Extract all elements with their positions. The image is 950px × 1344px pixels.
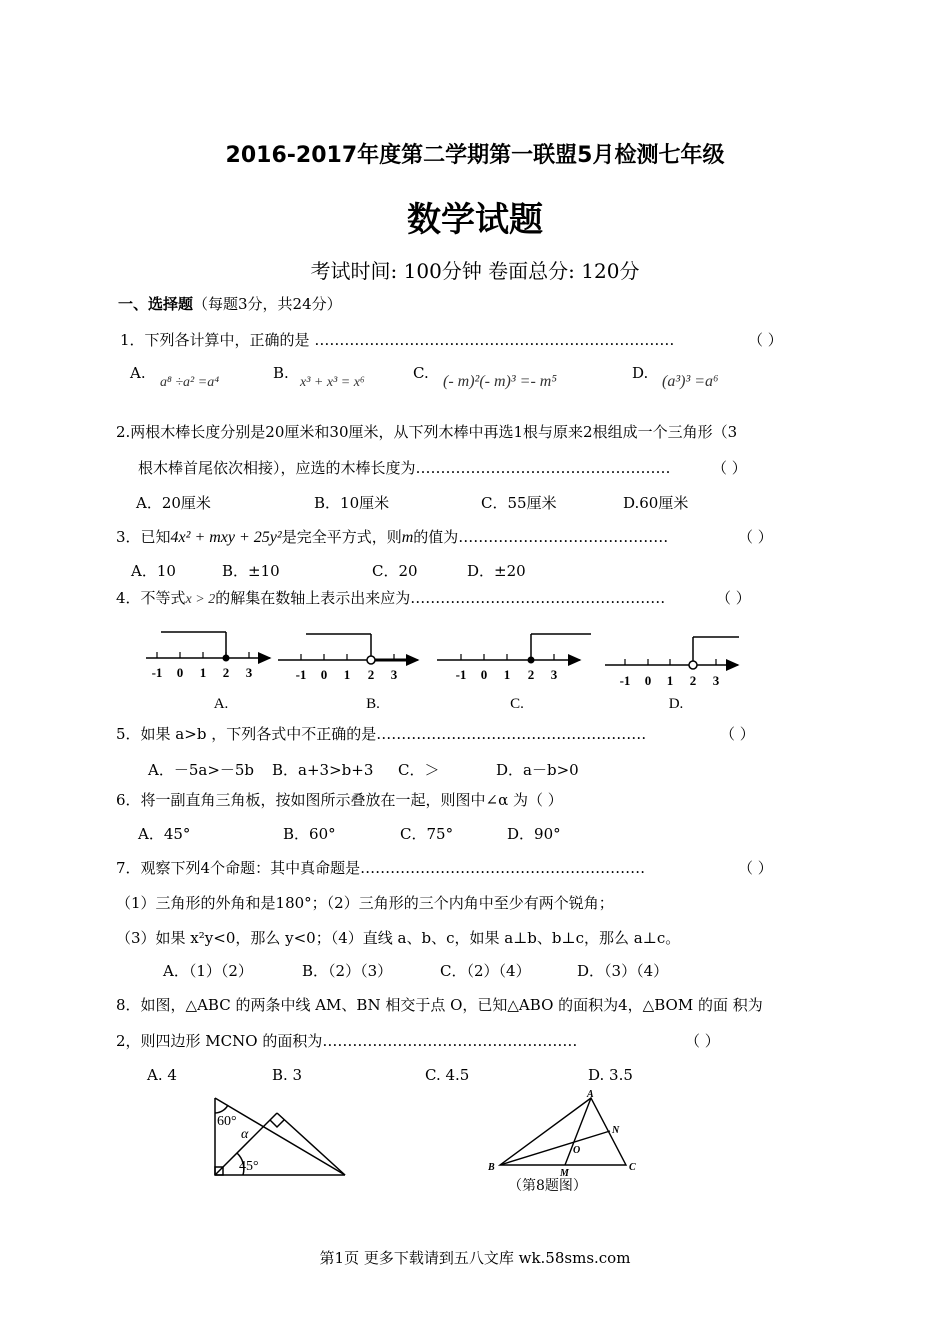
q5-option-c: C．＞ [398, 761, 440, 779]
point-o: O [573, 1145, 581, 1156]
q4-option-d: D. [668, 696, 684, 712]
q7-option-a: A．（1）（2） [163, 962, 253, 980]
tick-label: 3 [550, 667, 558, 682]
q4-answer-paren: （ ） [716, 589, 751, 607]
tick-label: 2 [527, 667, 535, 682]
point-n: N [612, 1125, 620, 1136]
tick-label: 3 [245, 665, 253, 680]
exam-info: 考试时间: 100分钟 卷面总分: 120分 [310, 259, 640, 283]
q7-stem: 7．观察下列4个命题：其中真命题是………………………………………………… [116, 859, 646, 877]
q8-option-c: C. 4.5 [425, 1066, 470, 1084]
q5-option-a: A．－5a>－5b [148, 761, 255, 779]
q6-option-a: A．45° [138, 825, 191, 843]
tick-label: 3 [712, 673, 720, 688]
q8-figure-caption: （第8题图） [508, 1178, 587, 1194]
q8-option-b: B. 3 [272, 1066, 303, 1084]
q1-stem: 1．下列各计算中，正确的是 ……………………………………………………………… [120, 331, 675, 349]
q2-stem-line1: 2.两根木棒长度分别是20厘米和30厘米，从下列木棒中再选1根与原来2根组成一个三角形（3 [116, 423, 738, 441]
section-heading [118, 293, 342, 314]
q3-option-d: D．±20 [467, 562, 526, 580]
vertex-a: A [587, 1090, 594, 1100]
q4-expression: x > 2 [185, 592, 216, 607]
q2-answer-paren: （ ） [712, 459, 747, 477]
q6-option-c: C．75° [400, 825, 454, 843]
q6-figure-triangles [205, 1093, 355, 1181]
q7-option-c: C．（2）（4） [440, 962, 531, 980]
tick-label: 0 [644, 673, 652, 688]
vertex-b: B [488, 1162, 495, 1173]
q8-stem-line2: 2，则四边形 MCNO 的面积为…………………………………………… [116, 1032, 578, 1050]
q3-pre: 3．已知 [116, 528, 171, 546]
tick-label: 0 [480, 667, 488, 682]
q5-option-b: B．a+3>b+3 [272, 761, 374, 779]
q6-option-d: D．90° [507, 825, 561, 843]
number-line-d [605, 637, 739, 688]
q7-proposition-line2: （3）如果 x²y<0，那么 y<0；（4）直线 a、b、c，如果 a⊥b、b⊥c，那么 a⊥c。 [116, 929, 681, 947]
tick-label: 3 [390, 667, 398, 682]
number-line-b [278, 634, 418, 682]
q3-mid: 是完全平方式，则 [281, 528, 402, 546]
q6-option-b: B．60° [283, 825, 336, 843]
tick-label: 2 [222, 665, 230, 680]
angle-45-label: 45° [239, 1159, 259, 1174]
tick-label: 0 [176, 665, 184, 680]
q1-option-a-math: a⁸ ÷a² =a⁴ [160, 375, 220, 390]
tick-label: 1 [343, 667, 351, 682]
q1-option-b-math: x³ + x³ = x⁶ [300, 375, 365, 390]
q2-option-d: D.60厘米 [623, 494, 689, 512]
q3-expression: 4x² + mxy + 25y² [170, 529, 282, 546]
q8-figure-triangle [488, 1090, 643, 1178]
page-footer: 第1页 更多下载请到五八文库 wk.58sms.com [319, 1249, 631, 1267]
exam-title-subject: 数学试题 [407, 200, 543, 240]
tick-label: -1 [619, 673, 631, 688]
number-line-c [437, 634, 591, 682]
q1-option-b-label: B. [273, 364, 289, 382]
q4-option-b: B. [366, 696, 380, 712]
angle-60-label: 60° [217, 1114, 237, 1129]
q3-option-b: B．±10 [222, 562, 280, 580]
q8-option-d: D. 3.5 [588, 1066, 633, 1084]
q7-option-b: B．（2）（3） [302, 962, 393, 980]
tick-label: 1 [666, 673, 674, 688]
tick-label: 0 [320, 667, 328, 682]
q1-answer-paren: （ ） [748, 331, 783, 349]
q7-proposition-line1: （1）三角形的外角和是180°；（2）三角形的三个内角中至少有两个锐角； [116, 894, 614, 912]
q3-answer-paren: （ ） [738, 528, 773, 546]
q8-answer-paren: （ ） [685, 1032, 720, 1050]
tick-label: -1 [455, 667, 467, 682]
q1-option-a-label: A. [130, 364, 146, 382]
tick-label: 1 [503, 667, 511, 682]
q1-option-c-math: (- m)²(- m)³ =- m⁵ [443, 373, 557, 390]
tick-label: -1 [295, 667, 307, 682]
section-title: 一、选择题 [118, 295, 194, 313]
vertex-c: C [629, 1162, 636, 1173]
alpha-label: α [241, 1127, 249, 1142]
tick-label: -1 [151, 665, 163, 680]
q1-option-d-math: (a³)³ =a⁶ [662, 373, 719, 390]
q2-stem-line2: 根木棒首尾依次相接），应选的木棒长度为…………………………………………… [138, 459, 671, 477]
tick-label: 1 [199, 665, 207, 680]
tick-label: 2 [689, 673, 697, 688]
q5-stem: 5．如果 a>b ，下列各式中不正确的是……………………………………………… [116, 725, 647, 743]
q4-option-c: C. [510, 696, 524, 712]
q1-option-c-label: C. [413, 364, 429, 382]
q3-option-c: C．20 [372, 562, 418, 580]
q4-option-a: A. [213, 696, 229, 712]
q4-number-lines [0, 620, 950, 715]
q4-stem [116, 587, 665, 608]
q6-stem: 6．将一副直角三角板，按如图所示叠放在一起，则图中∠α 为（ ） [116, 791, 563, 809]
q8-stem-line1: 8．如图，△ABC 的两条中线 AM、BN 相交于点 O，已知△ABO 的面积为4，△BOM 的面 积为 [116, 996, 763, 1014]
q2-option-a: A．20厘米 [136, 494, 211, 512]
q8-option-a: A. 4 [147, 1066, 177, 1084]
q3-var: m [401, 529, 414, 546]
section-note: （每题3分，共24分） [193, 295, 342, 313]
point-m: M [560, 1168, 569, 1178]
exam-title-line1: 2016-2017年度第二学期第一联盟5月检测七年级 [225, 143, 725, 168]
q5-option-d: D．a－b>0 [496, 761, 579, 779]
q4-pre: 4．不等式 [116, 589, 186, 607]
q3-option-a: A．10 [131, 562, 176, 580]
q3-stem [116, 526, 668, 547]
q5-answer-paren: （ ） [720, 725, 755, 743]
q2-option-b: B．10厘米 [314, 494, 390, 512]
q7-answer-paren: （ ） [738, 859, 773, 877]
q7-option-d: D．（3）（4） [577, 962, 669, 980]
number-line-a [146, 632, 270, 680]
q1-option-d-label: D. [632, 364, 649, 382]
q2-option-c: C．55厘米 [481, 494, 557, 512]
q4-post: 的解集在数轴上表示出来应为…………………………………………… [215, 589, 666, 607]
q3-post: 的值为…………………………………… [413, 528, 669, 546]
tick-label: 2 [367, 667, 375, 682]
